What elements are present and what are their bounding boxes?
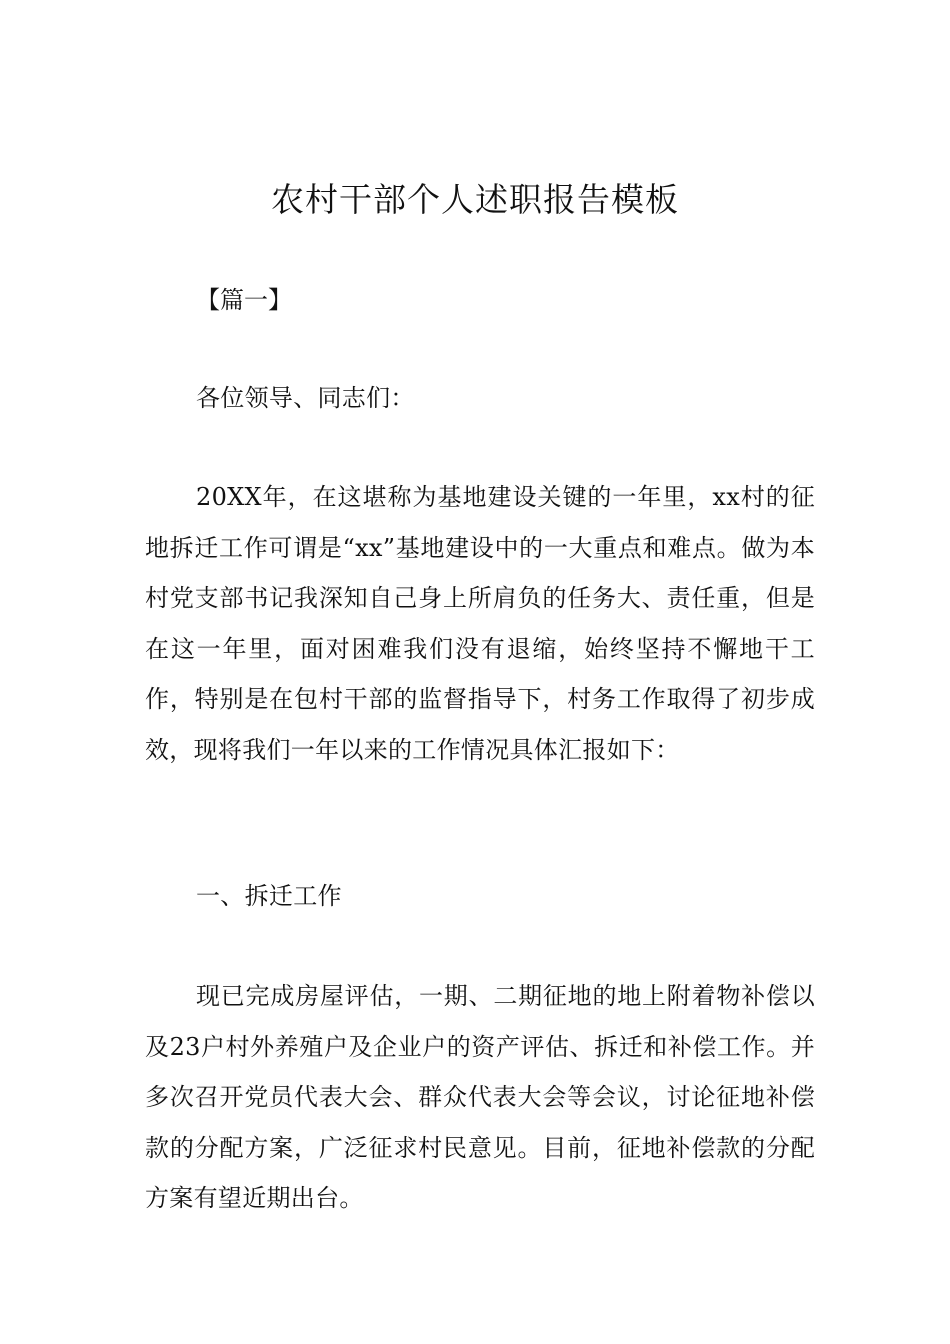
- paragraph-demolition: 现已完成房屋评估，一期、二期征地的地上附着物补偿以及23户村外养殖户及企业户的资产评估、拆迁和补偿工作。并多次召开党员代表大会、群众代表大会等会议，讨论征地补偿款的分配方案，广泛征求村民意见。目前，征地补偿款的分配方案有望近期出台。: [145, 982, 815, 1212]
- greeting: 各位领导、同志们：: [196, 384, 415, 412]
- section-tag: 【篇一】: [196, 286, 292, 314]
- section-heading-demolition: 一、拆迁工作: [196, 882, 342, 910]
- paragraph-intro: 20XX年，在这堪称为基地建设关键的一年里，xx村的征地拆迁工作可谓是“xx”基地建设中的一大重点和难点。做为本村党支部书记我深知自己身上所肩负的任务大、责任重，但是在这一年里，面对困难我们没有退缩，始终坚持不懈地干工作，特别是在包村干部的监督指导下，村务工作取得了初步成效，现将我们一年以来的工作情况具体汇报如下：: [145, 483, 815, 764]
- document-title: 农村干部个人述职报告模板: [271, 180, 679, 219]
